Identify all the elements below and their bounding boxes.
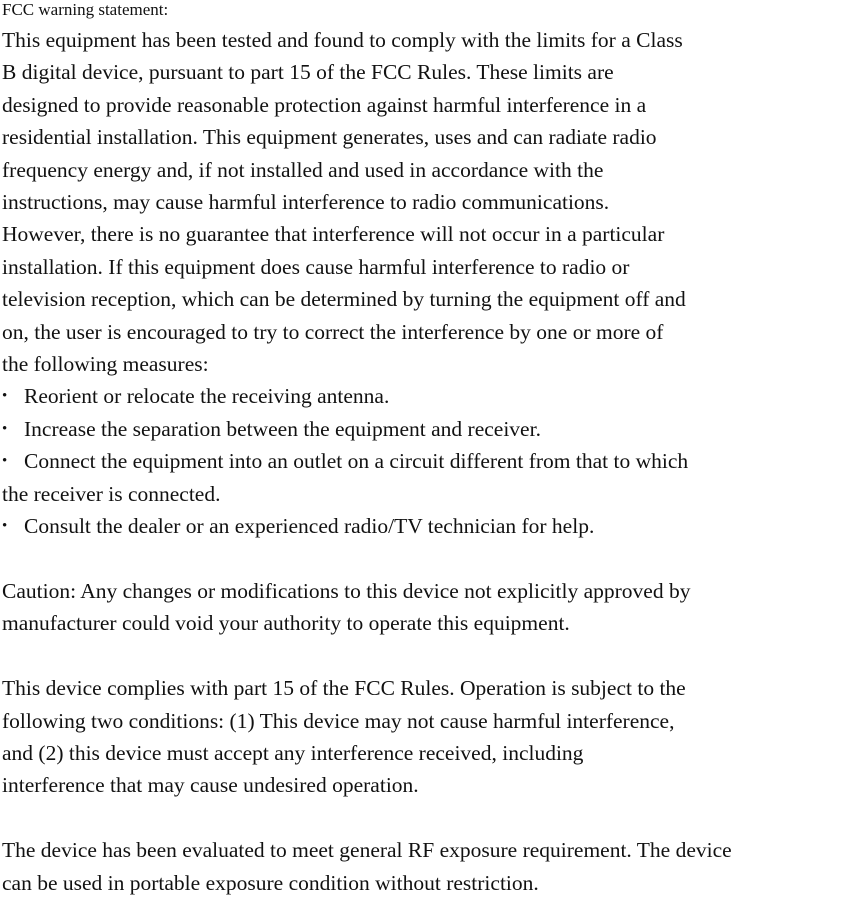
intro-line: instructions, may cause harmful interference to radio communications. bbox=[2, 190, 610, 215]
rf-exposure-paragraph bbox=[2, 834, 860, 899]
bullet-icon: • bbox=[2, 453, 8, 470]
intro-line: B digital device, pursuant to part 15 of the FCC Rules. These limits are bbox=[2, 60, 614, 85]
caution-line: manufacturer could void your authority to operate this equipment. bbox=[2, 611, 570, 636]
list-item bbox=[2, 445, 860, 477]
intro-line: on, the user is encouraged to try to correct the interference by one or more of bbox=[2, 319, 664, 344]
intro-line: This equipment has been tested and found to comply with the limits for a Class bbox=[2, 28, 683, 52]
part15-line: and (2) this device must accept any interference received, including bbox=[2, 740, 584, 765]
measure-text: Consult the dealer or an experienced radio/TV technician for help. bbox=[24, 514, 595, 539]
measure-text: Increase the separation between the equipment and receiver. bbox=[24, 416, 541, 441]
list-item bbox=[2, 380, 860, 412]
list-item bbox=[2, 413, 860, 445]
intro-line: installation. If this equipment does cause harmful interference to radio or bbox=[2, 254, 630, 279]
caution-line: Caution: Any changes or modifications to this device not explicitly approved by bbox=[2, 578, 691, 603]
intro-line: designed to provide reasonable protection against harmful interference in a bbox=[2, 92, 647, 117]
rf-line: can be used in portable exposure condition without restriction. bbox=[2, 870, 539, 895]
part15-line: This device complies with part 15 of the FCC Rules. Operation is subject to the bbox=[2, 676, 686, 701]
intro-line: However, there is no guarantee that interference will not occur in a particular bbox=[2, 222, 665, 247]
intro-line: frequency energy and, if not installed and used in accordance with the bbox=[2, 157, 604, 182]
rf-line: The device has been evaluated to meet general RF exposure requirement. The device bbox=[2, 838, 732, 863]
bullet-icon: • bbox=[2, 518, 8, 535]
list-item bbox=[2, 510, 860, 542]
bullet-icon: • bbox=[2, 420, 8, 437]
intro-line: the following measures: bbox=[2, 352, 209, 377]
bullet-icon: • bbox=[2, 388, 8, 405]
caution-paragraph bbox=[2, 575, 860, 640]
measure-text: Connect the equipment into an outlet on a circuit different from that to which bbox=[24, 449, 689, 474]
measure-text: Reorient or relocate the receiving antenna. bbox=[24, 384, 390, 409]
part15-line: interference that may cause undesired operation. bbox=[2, 773, 419, 798]
part15-line: following two conditions: (1) This device may not cause harmful interference, bbox=[2, 708, 675, 733]
document-heading: FCC warning statement: bbox=[2, 0, 169, 19]
fcc-document bbox=[2, 0, 860, 899]
measures-list bbox=[2, 380, 860, 542]
intro-line: television reception, which can be determined by turning the equipment off and bbox=[2, 287, 686, 312]
list-item-continuation: the receiver is connected. bbox=[2, 481, 221, 506]
intro-paragraph bbox=[2, 24, 860, 380]
part15-paragraph bbox=[2, 672, 860, 802]
intro-line: residential installation. This equipment generates, uses and can radiate radio bbox=[2, 125, 657, 150]
